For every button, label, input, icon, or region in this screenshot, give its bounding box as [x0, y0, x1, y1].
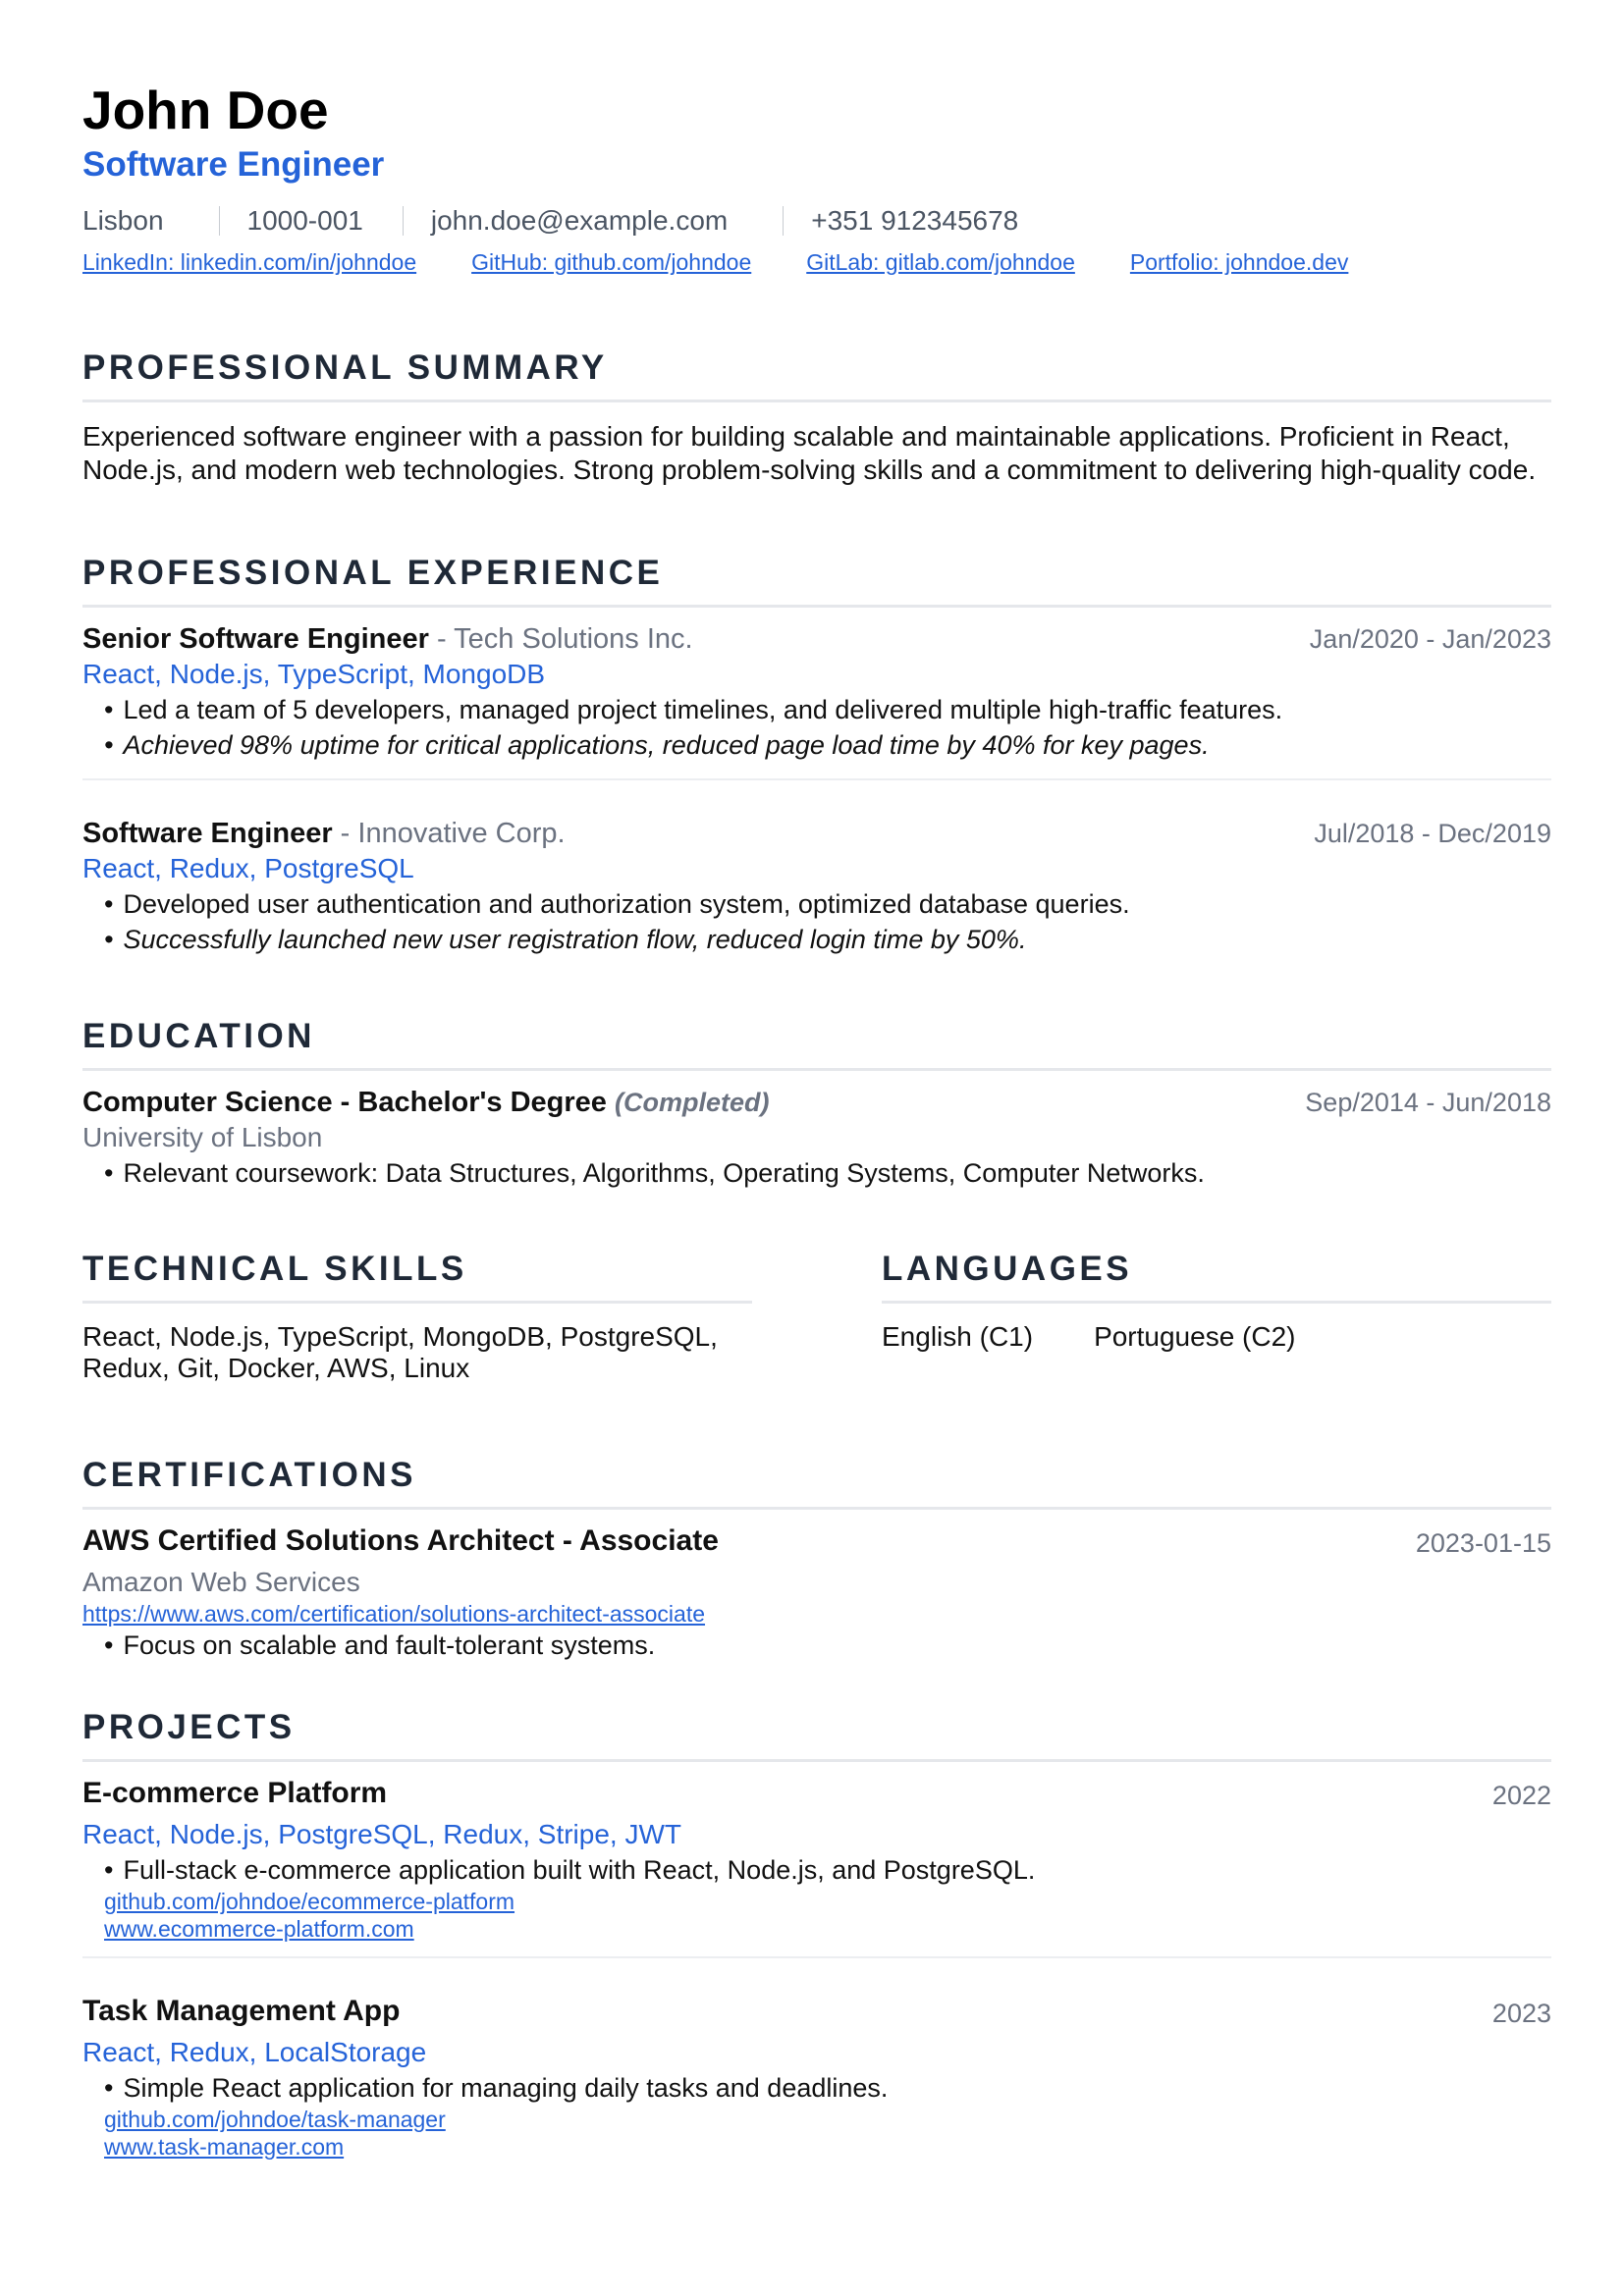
- project-name: E-commerce Platform: [82, 1777, 388, 1809]
- job-title: Software Engineer: [82, 818, 333, 849]
- language-item: Portuguese (C2): [1094, 1321, 1296, 1352]
- project-name: Task Management App: [82, 1995, 401, 2027]
- section-heading: LANGUAGES: [882, 1250, 1133, 1288]
- section-divider: [82, 400, 1551, 402]
- certification-link[interactable]: https://www.aws.com/certification/solutions-architect-associate: [82, 1601, 706, 1627]
- contact-city: Lisbon: [82, 205, 164, 236]
- section-divider: [82, 1068, 1551, 1071]
- skills-section: [82, 1250, 752, 1384]
- section-divider: [82, 1507, 1551, 1510]
- entry-divider: [82, 1956, 1551, 1958]
- project-site-link[interactable]: www.ecommerce-platform.com: [104, 1916, 414, 1942]
- language-item: English (C1): [882, 1321, 1034, 1352]
- skills-languages-row: [82, 1250, 1551, 1384]
- project-tech-stack: React, Node.js, PostgreSQL, Redux, Stripe, JWT: [82, 1819, 682, 1849]
- section-divider: [82, 605, 1551, 608]
- summary-text: Experienced software engineer with a passion for building scalable and maintainable applications. Proficient in React, Node.js, and modern web technologies. Strong problem-solving skills and a commitment to delivering high-quality code.: [82, 421, 1537, 485]
- section-heading: CERTIFICATIONS: [82, 1456, 417, 1494]
- project-repo-link[interactable]: github.com/johndoe/ecommerce-platform: [104, 1889, 515, 1914]
- project-bullet: • Simple React application for managing daily tasks and deadlines.: [104, 2070, 1551, 2106]
- section-heading: TECHNICAL SKILLS: [82, 1250, 467, 1288]
- project-repo-link[interactable]: github.com/johndoe/task-manager: [104, 2107, 446, 2132]
- project-tech-stack: React, Redux, LocalStorage: [82, 2037, 427, 2067]
- candidate-name: John Doe: [82, 80, 329, 140]
- portfolio-link[interactable]: Portfolio: johndoe.dev: [1129, 249, 1349, 275]
- certification-date: 2023-01-15: [1415, 1528, 1551, 1558]
- education-bullets: [104, 1155, 1551, 1191]
- job-tech-stack: React, Node.js, TypeScript, MongoDB: [82, 659, 546, 689]
- candidate-role: Software Engineer: [82, 145, 385, 184]
- profile-links: [82, 249, 1551, 276]
- education-section: [82, 1017, 1551, 1191]
- job-bullets: [104, 886, 1551, 957]
- certification-bullet: • Focus on scalable and fault-tolerant systems.: [104, 1628, 1551, 1663]
- experience-entry: [82, 816, 1551, 957]
- section-heading: PROJECTS: [82, 1708, 296, 1746]
- project-bullets: [104, 2070, 1551, 2106]
- contact-divider: [783, 206, 784, 236]
- section-heading: PROFESSIONAL SUMMARY: [82, 348, 608, 387]
- entry-divider: [82, 778, 1551, 780]
- coursework-bullet: • Relevant coursework: Data Structures, Algorithms, Operating Systems, Computer Networks.: [104, 1155, 1551, 1191]
- experience-entry: [82, 621, 1551, 780]
- certifications-section: [82, 1456, 1551, 1663]
- projects-section: [82, 1708, 1551, 2161]
- linkedin-link[interactable]: LinkedIn: linkedin.com/in/johndoe: [82, 249, 417, 275]
- job-dates: Jul/2018 - Dec/2019: [1314, 819, 1551, 848]
- education-entry: [82, 1085, 1551, 1191]
- job-bullet: • Led a team of 5 developers, managed project timelines, and delivered multiple high-traffic features.: [104, 692, 1551, 727]
- gitlab-link[interactable]: GitLab: gitlab.com/johndoe: [806, 249, 1075, 275]
- github-link[interactable]: GitHub: github.com/johndoe: [471, 249, 752, 275]
- job-achievement: • Successfully launched new user registration flow, reduced login time by 50%.: [104, 922, 1551, 957]
- company-name: - Innovative Corp.: [332, 818, 566, 849]
- section-heading: PROFESSIONAL EXPERIENCE: [82, 554, 664, 592]
- degree-status: (Completed): [614, 1088, 770, 1117]
- project-site-link[interactable]: www.task-manager.com: [104, 2134, 345, 2160]
- languages-section: [882, 1250, 1551, 1384]
- contact-email[interactable]: john.doe@example.com: [430, 205, 729, 236]
- section-heading: EDUCATION: [82, 1017, 315, 1055]
- section-divider: [82, 1301, 752, 1304]
- project-bullet: • Full-stack e-commerce application built with React, Node.js, and PostgreSQL.: [104, 1852, 1551, 1888]
- resume-header: [82, 79, 1551, 276]
- job-title: Senior Software Engineer: [82, 623, 429, 655]
- languages-list: [882, 1321, 1551, 1353]
- education-dates: Sep/2014 - Jun/2018: [1305, 1088, 1551, 1117]
- summary-section: [82, 348, 1551, 487]
- contact-phone[interactable]: +351 912345678: [811, 205, 1019, 236]
- contact-divider: [219, 206, 220, 236]
- contact-row: [82, 204, 1551, 238]
- project-year: 2023: [1491, 1999, 1551, 2028]
- job-bullet: • Developed user authentication and authorization system, optimized database queries.: [104, 886, 1551, 922]
- job-achievement: • Achieved 98% uptime for critical applications, reduced page load time by 40% for key pages.: [104, 727, 1551, 763]
- project-entry: [82, 1994, 1551, 2161]
- job-dates: Jan/2020 - Jan/2023: [1309, 624, 1551, 654]
- resume-page: [82, 79, 1551, 2160]
- project-entry: [82, 1776, 1551, 1958]
- institution-name: University of Lisbon: [82, 1122, 323, 1152]
- experience-section: [82, 554, 1551, 957]
- project-bullets: [104, 1852, 1551, 1888]
- contact-divider: [403, 206, 404, 236]
- section-divider: [82, 1759, 1551, 1762]
- certification-issuer: Amazon Web Services: [82, 1567, 360, 1597]
- certification-entry: [82, 1523, 1551, 1663]
- job-bullets: [104, 692, 1551, 763]
- company-name: - Tech Solutions Inc.: [428, 623, 693, 655]
- project-year: 2022: [1491, 1781, 1551, 1810]
- certification-bullets: [104, 1628, 1551, 1663]
- degree-title: Computer Science - Bachelor's Degree: [82, 1087, 607, 1118]
- job-tech-stack: React, Redux, PostgreSQL: [82, 853, 414, 883]
- contact-postal: 1000-001: [246, 205, 363, 236]
- section-divider: [882, 1301, 1551, 1304]
- certification-name: AWS Certified Solutions Architect - Associate: [82, 1524, 719, 1557]
- skills-list: React, Node.js, TypeScript, MongoDB, PostgreSQL, Redux, Git, Docker, AWS, Linux: [82, 1321, 718, 1383]
